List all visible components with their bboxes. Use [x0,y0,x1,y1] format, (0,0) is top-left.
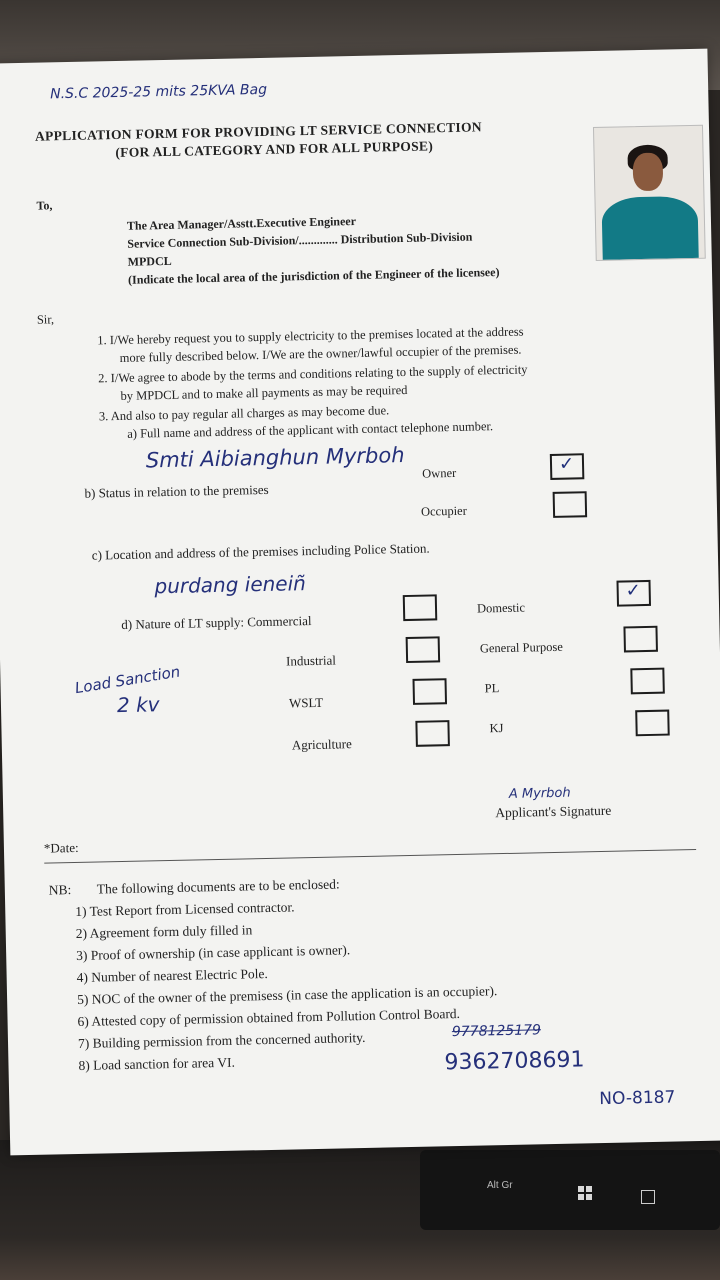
item-a-label: a) Full name and address of the applicant with contact telephone number. [127,419,494,441]
struck-phone-number: 9778125179 [451,1022,542,1041]
domestic-label: Domestic [476,600,526,616]
item-c-label: c) Location and address of the premises including Police Station. [91,540,430,563]
item-d-label: d) Nature of LT supply: Commercial [121,613,312,632]
addressee-line-1: The Area Manager/Asstt.Executive Engineer [126,213,357,233]
pl-checkbox[interactable] [630,668,665,695]
industrial-checkbox[interactable] [406,636,441,663]
item-b-label: b) Status in relation to the premises [84,481,269,501]
applicant-signature-label: Applicant's Signature [495,802,612,821]
alt-gr-key: Alt Gr [487,1180,513,1191]
doc-item: 5) NOC of the owner of the premisess (in case the application is an occupier). [76,983,498,1007]
clause-1-line-1: 1. I/We hereby request you to supply electricity to the premises located at the address [97,324,524,348]
form-subtitle: (FOR ALL CATEGORY AND FOR ALL PURPOSE) [115,138,434,161]
addressee-line-4: (Indicate the local area of the jurisdiction of the Engineer of the licensee) [127,264,500,287]
doc-item: 4) Number of nearest Electric Pole. [76,966,268,986]
applicant-photo [593,125,706,261]
application-form-paper [0,49,720,1156]
load-sanction-note: Load Sanction [73,662,182,698]
load-value-note: 2 kv [116,692,160,718]
salutation: Sir, [36,312,55,327]
doc-item: 1) Test Report from Licensed contractor. [75,899,295,920]
general-purpose-label: General Purpose [479,639,563,656]
commercial-checkbox[interactable] [403,594,438,621]
kj-label: KJ [489,721,504,736]
date-label: *Date: [43,839,79,856]
occupier-label: Occupier [420,503,467,519]
doc-item: 3) Proof of ownership (in case applicant is owner). [76,942,351,964]
separator-line [44,849,696,864]
form-title: APPLICATION FORM FOR PROVIDING LT SERVICE CONNECTION [34,119,483,144]
owner-checkbox[interactable] [550,453,585,480]
general-purpose-checkbox[interactable] [623,626,658,653]
reference-number-handwritten: NO-8187 [599,1087,676,1110]
kj-checkbox[interactable] [635,710,670,737]
doc-item: 7) Building permission from the concerned authority. [77,1029,366,1051]
nb-intro: The following documents are to be enclosed: [96,876,340,897]
addressee-line-3: MPDCL [127,253,172,269]
clause-3: 3. And also to pay regular all charges as may become due. [98,403,390,424]
clause-1-line-2: more fully described below. I/We are the owner/lawful occupier of the premises. [119,342,522,365]
phone-number-handwritten: 9362708691 [444,1047,585,1076]
clause-2-line-2: by MPDCL and to make all payments as may be required [120,382,408,403]
checkmark-icon: ✓ [625,580,642,602]
windows-key-icon [578,1186,592,1200]
addressee-line-2: Service Connection Sub-Division/............. Distribution Sub-Division [127,229,473,251]
owner-label: Owner [422,465,457,481]
wslt-label: WSLT [288,694,324,711]
clause-2-line-1: 2. I/We agree to abode by the terms and conditions relating to the supply of electricity [97,362,528,386]
to-label: To, [36,198,53,213]
agriculture-checkbox[interactable] [415,720,450,747]
pl-label: PL [484,681,500,696]
doc-item: 2) Agreement form duly filled in [75,922,253,942]
doc-item: 8) Load sanction for area VI. [78,1054,236,1073]
occupier-checkbox[interactable] [553,491,588,518]
applicant-signature-handwritten: A Myrboh [508,785,571,802]
nb-label: NB: [48,882,72,898]
wslt-checkbox[interactable] [412,678,447,705]
header-handwritten-note: N.S.C 2025-25 mits 25KVA Bag [50,81,268,103]
menu-key-icon [641,1190,655,1204]
checkmark-icon: ✓ [558,453,575,475]
doc-item: 6) Attested copy of permission obtained from Pollution Control Board. [77,1005,461,1029]
domestic-checkbox[interactable] [616,580,651,607]
applicant-name-handwritten: Smti Aibianghun Myrboh [145,443,405,473]
industrial-label: Industrial [285,652,337,669]
location-handwritten: purdang ieneiñ [154,571,307,599]
agriculture-label: Agriculture [291,736,352,753]
keyboard [420,1150,720,1230]
